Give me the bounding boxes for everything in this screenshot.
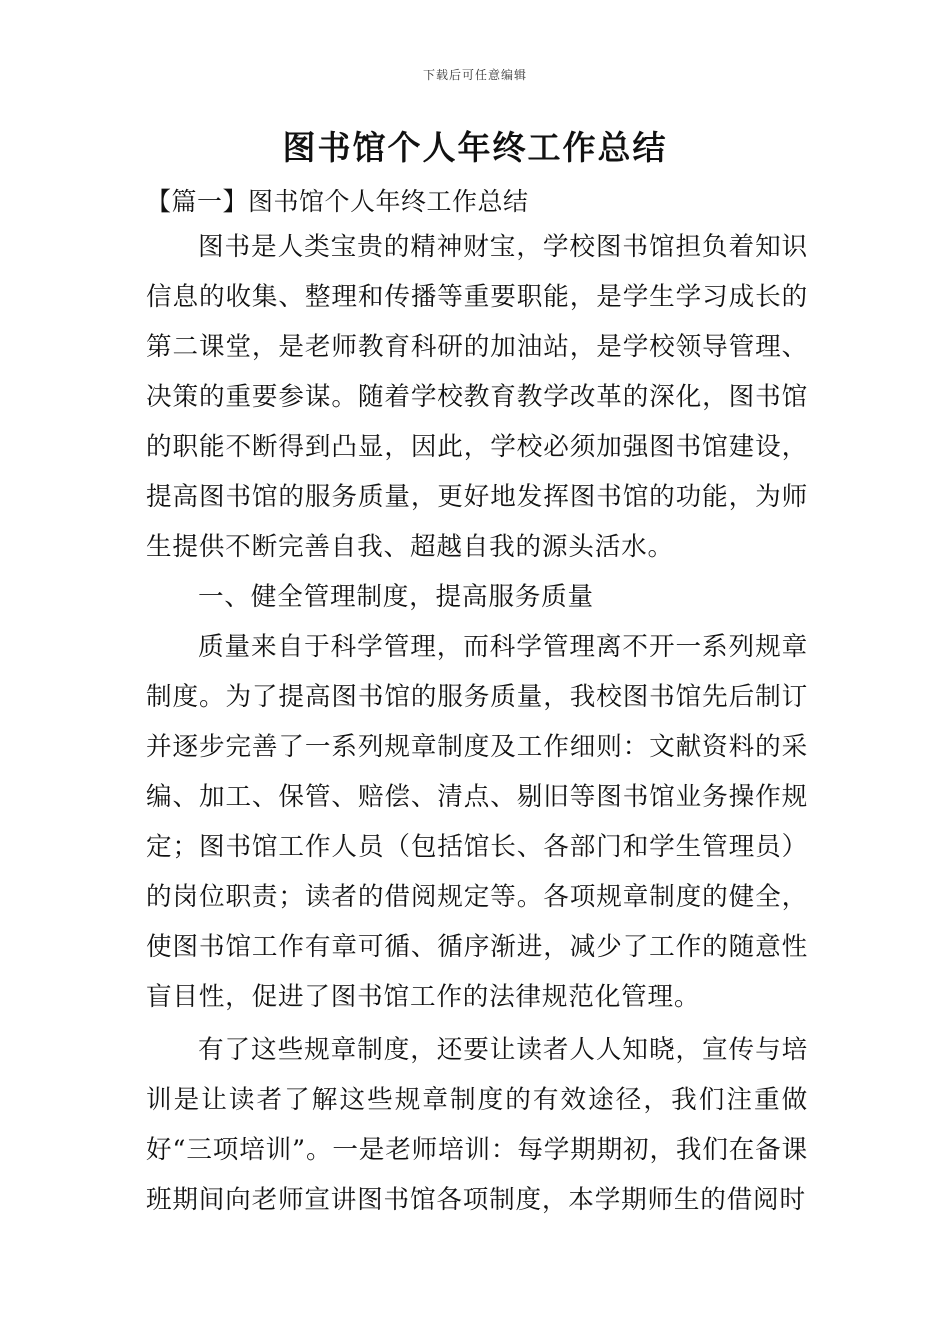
paragraph-intro: 图书是人类宝贵的精神财宝，学校图书馆担负着知识信息的收集、整理和传播等重要职能，是学生学习成长的第二课堂，是老师教育科研的加油站，是学校领导管理、决策的重要参谋。随着学校教育教学改革的深化，图书馆的职能不断得到凸显，因此，学校必须加强图书馆建设，提高图书馆的服务质量，更好地发挥图书馆的功能，为师生提供不断完善自我、超越自我的源头活水。 [146, 232, 808, 562]
subheading-management: 一、健全管理制度，提高服务质量 [198, 582, 594, 612]
header-note: 下载后可任意编辑 [422, 68, 527, 82]
document-title: 图书馆个人年终工作总结 [282, 128, 668, 167]
paragraph-training: 有了这些规章制度，还要让读者人人知晓，宣传与培训是让读者了解这些规章制度的有效途径，我们注重做好“三项培训”。一是老师培训：每学期期初，我们在备课班期间向老师宣讲图书馆各项制度，本学期师生的借阅时 [146, 1035, 808, 1215]
document-body [146, 222, 808, 1225]
section-label: 【篇一】图书馆个人年终工作总结 [146, 187, 529, 216]
paragraph-management: 质量来自于科学管理，而科学管理离不开一系列规章制度。为了提高图书馆的服务质量，我校图书馆先后制订并逐步完善了一系列规章制度及工作细则：文献资料的采编、加工、保管、赔偿、清点、剔旧等图书馆业务操作规定；图书馆工作人员（包括馆长、各部门和学生管理员）的岗位职责；读者的借阅规定等。各项规章制度的健全，使图书馆工作有章可循、循序渐进，减少了工作的随意性盲目性，促进了图书馆工作的法律规范化管理。 [146, 632, 808, 1012]
